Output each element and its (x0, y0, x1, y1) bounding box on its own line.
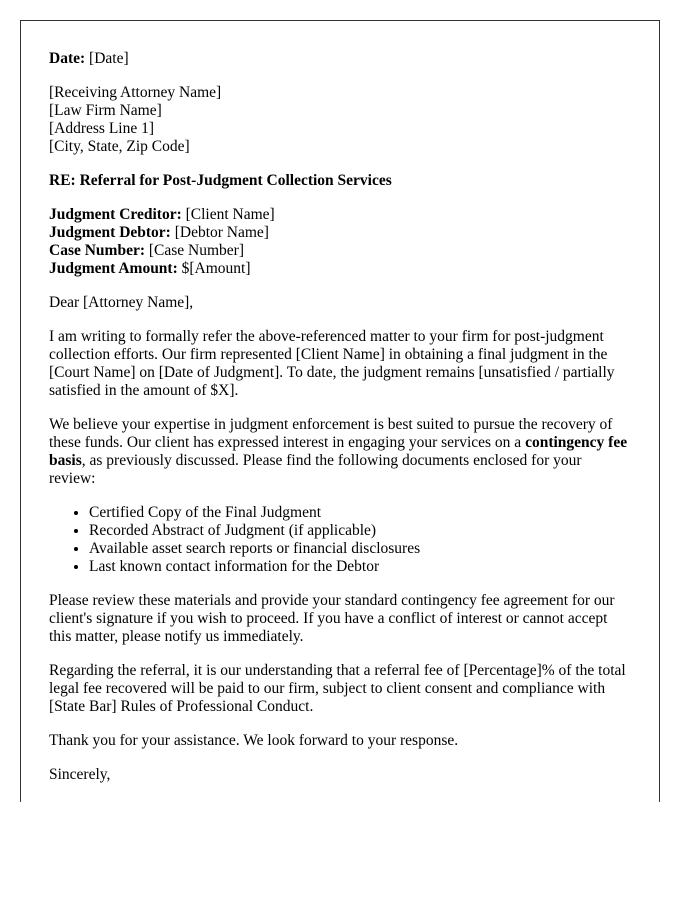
judgment-amount-line (49, 260, 631, 278)
paragraph-review-request: Please review these materials and provide your standard contingency fee agreement for our client's signature if you wish to proceed. If you have a conflict of interest or cannot accept this matter, please notify us immediately. (49, 592, 615, 645)
closing: Sincerely, (49, 766, 111, 783)
judgment-creditor-value: [Client Name] (181, 206, 275, 223)
paragraph-referral-intro: I am writing to formally refer the above-referenced matter to your firm for post-judgment collection efforts. Our firm represented [Client Name] in obtaining a final judgment in the [Court Name] on [Date of Judgment]. To date, the judgment remains [unsatisfied / partially satisfied in the amount of $X]. (49, 328, 615, 399)
judgment-details (49, 206, 631, 278)
recipient-city-state-zip: [City, State, Zip Code] (49, 138, 190, 155)
enclosed-documents-list (49, 504, 631, 576)
paragraph-expertise-before: We believe your expertise in judgment enforcement is best suited to pursue the recovery of these funds. Our client has expressed interest in engaging your services on a (49, 416, 613, 451)
list-item: • Last known contact information for the Debtor (89, 558, 631, 576)
judgment-creditor-line (49, 206, 631, 224)
recipient-block (49, 84, 631, 156)
judgment-amount-label: Judgment Amount: (49, 260, 178, 277)
paragraph-thanks: Thank you for your assistance. We look forward to your response. (49, 732, 459, 749)
date-label: Date: (49, 50, 86, 67)
case-number-value: [Case Number] (145, 242, 244, 259)
judgment-debtor-label: Judgment Debtor: (49, 224, 171, 241)
date-value: [Date] (85, 50, 129, 67)
case-number-line (49, 242, 631, 260)
list-item: • Recorded Abstract of Judgment (if applicable) (89, 522, 631, 540)
judgment-creditor-label: Judgment Creditor: (49, 206, 182, 223)
recipient-firm: [Law Firm Name] (49, 102, 162, 119)
salutation: Dear [Attorney Name], (49, 294, 194, 311)
judgment-debtor-value: [Debtor Name] (170, 224, 269, 241)
judgment-debtor-line (49, 224, 631, 242)
date-line (49, 50, 631, 68)
paragraph-referral-fee: Regarding the referral, it is our understanding that a referral fee of [Percentage]% of the total legal fee recovered will be paid to our firm, subject to client consent and compliance with [State Bar] Rules of Professional Conduct. (49, 662, 626, 715)
recipient-address-line-1: [Address Line 1] (49, 120, 155, 137)
paragraph-expertise (49, 416, 631, 488)
re-line-text: RE: Referral for Post-Judgment Collection Services (49, 172, 392, 189)
list-item: • Certified Copy of the Final Judgment (89, 504, 631, 522)
list-item: • Available asset search reports or financial disclosures (89, 540, 631, 558)
letter-page (20, 20, 660, 802)
judgment-amount-value: $[Amount] (177, 260, 251, 277)
contingency-fee-basis-emphasis: contingency fee basis (49, 434, 628, 469)
re-line (49, 172, 631, 190)
paragraph-expertise-after: , as previously discussed. Please find the following documents enclosed for your review: (49, 452, 582, 487)
recipient-name: [Receiving Attorney Name] (49, 84, 222, 101)
case-number-label: Case Number: (49, 242, 145, 259)
